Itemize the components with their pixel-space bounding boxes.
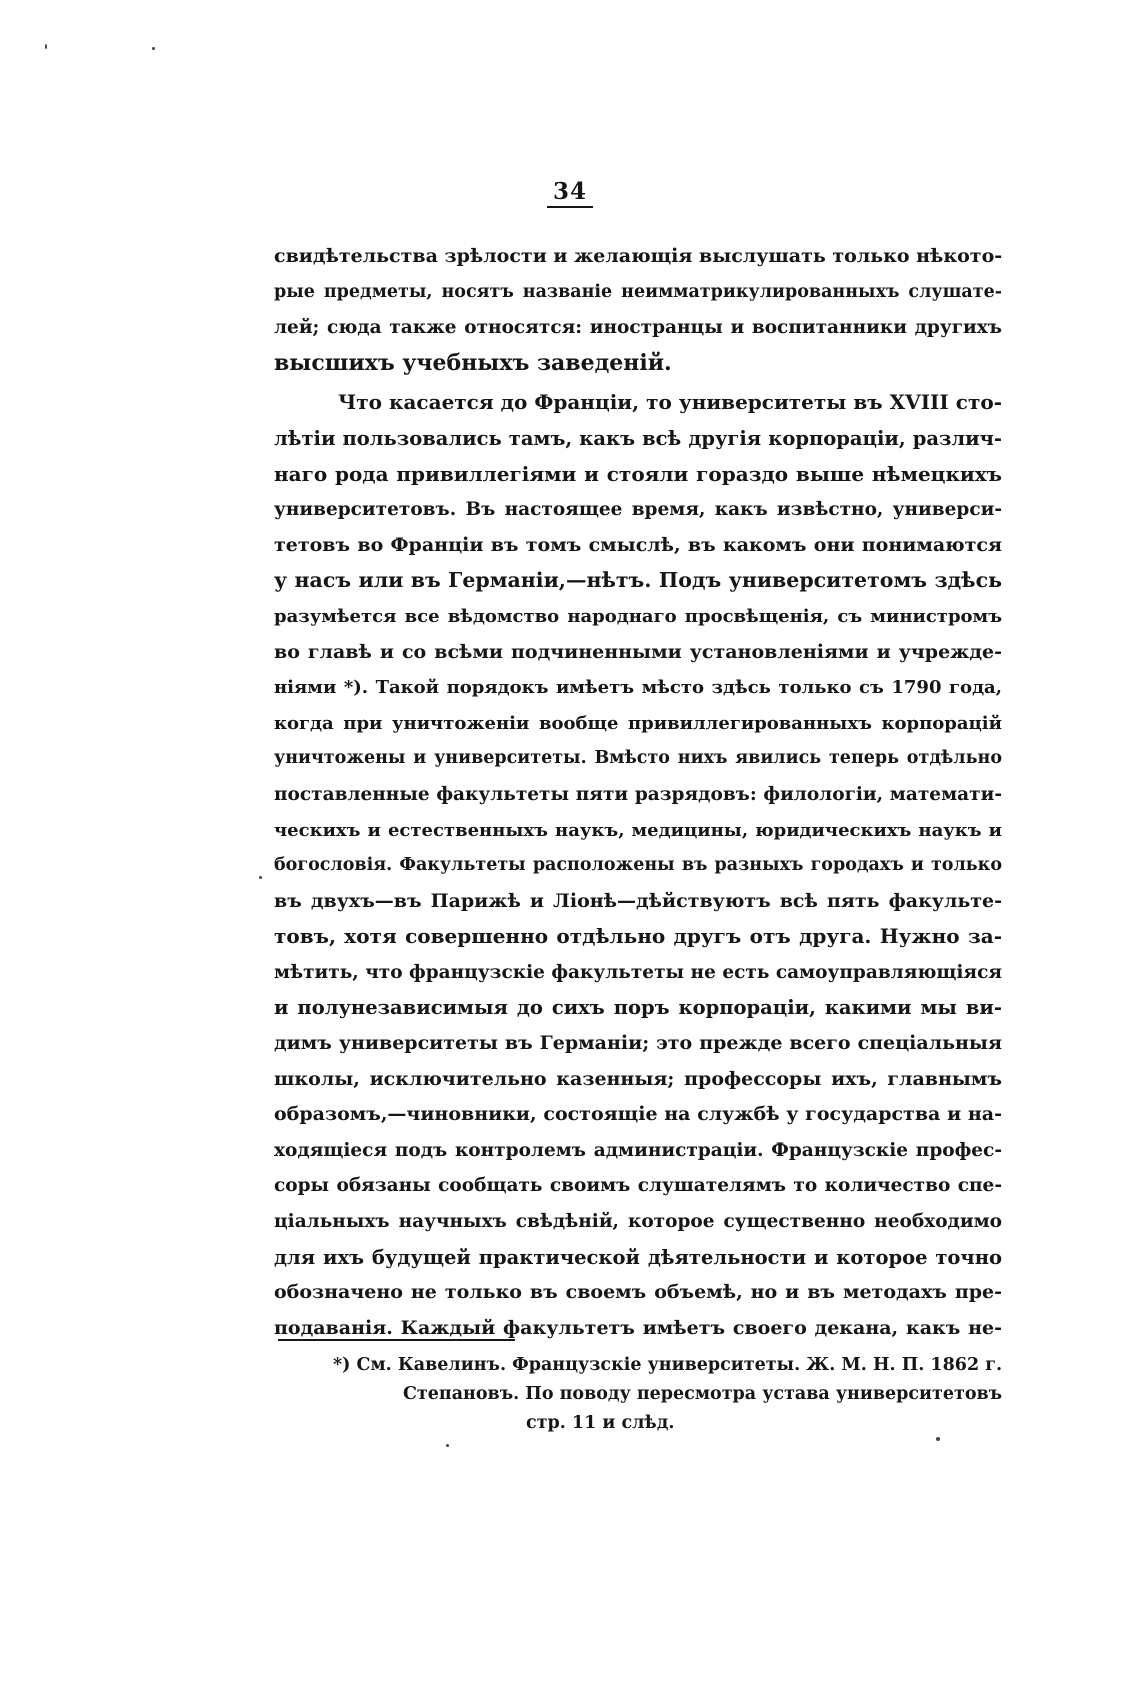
text-line: ніями *). Такой порядокъ имѣетъ мѣсто здѣсь только съ 1790 года, [274, 677, 1002, 699]
text-line: товъ, хотя совершенно отдѣльно другъ отъ друга. Нужно за- [274, 924, 1002, 949]
footnote [333, 1351, 1003, 1438]
scan-speck [259, 876, 262, 879]
text-line: ческихъ и естественныхъ наукъ, медицины, юридическихъ наукъ и [274, 819, 1002, 841]
body-text [274, 239, 1002, 1346]
footnote-line: *) См. Кавелинъ. Французскіе университеты. Ж. М. Н. П. 1862 г. [333, 1355, 1003, 1375]
text-line: университетовъ. Въ настоящее время, какъ извѣстно, универси- [274, 499, 1002, 521]
scan-speck [446, 1444, 449, 1447]
text-line: во главѣ и со всѣми подчиненными установленіями и учрежде- [274, 640, 1002, 663]
text-line: наго рода привиллегіями и стояли гораздо выше нѣмецкихъ [274, 461, 1002, 486]
text-line: когда при уничтоженіи вообще привиллегированныхъ корпорацій [274, 712, 1002, 734]
text-line: у насъ или въ Германіи,—нѣтъ. Подъ университетомъ здѣсь [274, 568, 1002, 593]
page-number [0, 178, 1140, 208]
scan-speck [45, 44, 47, 49]
paragraph [274, 239, 1002, 381]
page-number-text: 34 [547, 178, 593, 208]
text-line: обозначено не только въ своемъ объемѣ, но и въ методахъ пре- [274, 1281, 1002, 1304]
text-line: подаванія. Каждый факультетъ имѣетъ своего декана, какъ не- [274, 1316, 1002, 1339]
text-line: образомъ,—чиновники, состоящіе на службѣ у государства и на- [274, 1103, 1002, 1126]
text-line: тетовъ во Франціи въ томъ смыслѣ, въ какомъ они понимаются [274, 533, 1002, 556]
text-line: высшихъ учебныхъ заведеній. [274, 349, 672, 376]
text-line: ціальныхъ научныхъ свѣдѣній, которое существенно необходимо [274, 1211, 1002, 1233]
text-line: мѣтить, что французскіе факультеты не есть самоуправляющіяся [274, 961, 1002, 983]
text-line: для ихъ будущей практической дѣятельности и которое точно [274, 1245, 1002, 1269]
text-line: въ двухъ—въ Парижѣ и Ліонѣ—дѣйствуютъ всѣ пять факульте- [274, 889, 1002, 912]
footnote-line: Степановъ. По поводу пересмотра устава университетовъ [403, 1384, 1003, 1404]
text-line: рые предметы, носятъ названіе неимматрикулированныхъ слушате- [274, 281, 1002, 302]
text-line: свидѣтельства зрѣлости и желающія выслушать только нѣкото- [274, 245, 1002, 267]
text-line: лѣтіи пользовались тамъ, какъ всѣ другія корпораціи, различ- [274, 426, 1002, 450]
footnote-line: стр. 11 и слѣд. [526, 1413, 675, 1433]
text-line: разумѣется все вѣдомство народнаго просвѣщенія, съ министромъ [274, 605, 1002, 627]
text-line: димъ университеты въ Германіи; это прежде всего спеціальныя [274, 1032, 1002, 1055]
text-line: лей; сюда также относятся: иностранцы и воспитанники другихъ [274, 317, 1002, 339]
text-line: и полунезависимыя до сихъ поръ корпораціи, какими мы ви- [274, 996, 1002, 1020]
text-line: соры обязаны сообщать своимъ слушателямъ то количество спе- [274, 1175, 1002, 1197]
text-line: Что касается до Франціи, то университеты въ XVIII сто- [338, 390, 1002, 415]
text-line: школы, исключительно казенныя; профессоры ихъ, главнымъ [274, 1067, 1002, 1090]
scan-speck [152, 47, 155, 50]
footnote-divider [278, 1339, 515, 1341]
text-line: уничтожены и университеты. Вмѣсто нихъ явились теперь отдѣльно [274, 748, 1002, 769]
text-line: поставленные факультеты пяти разрядовъ: филологіи, математи- [274, 783, 1002, 805]
text-line: богословія. Факультеты расположены въ разныхъ городахъ и только [274, 855, 1002, 876]
text-line: ходящіеся подъ контролемъ администраціи. Французскіе профес- [274, 1139, 1002, 1161]
paragraph [274, 385, 1002, 1346]
